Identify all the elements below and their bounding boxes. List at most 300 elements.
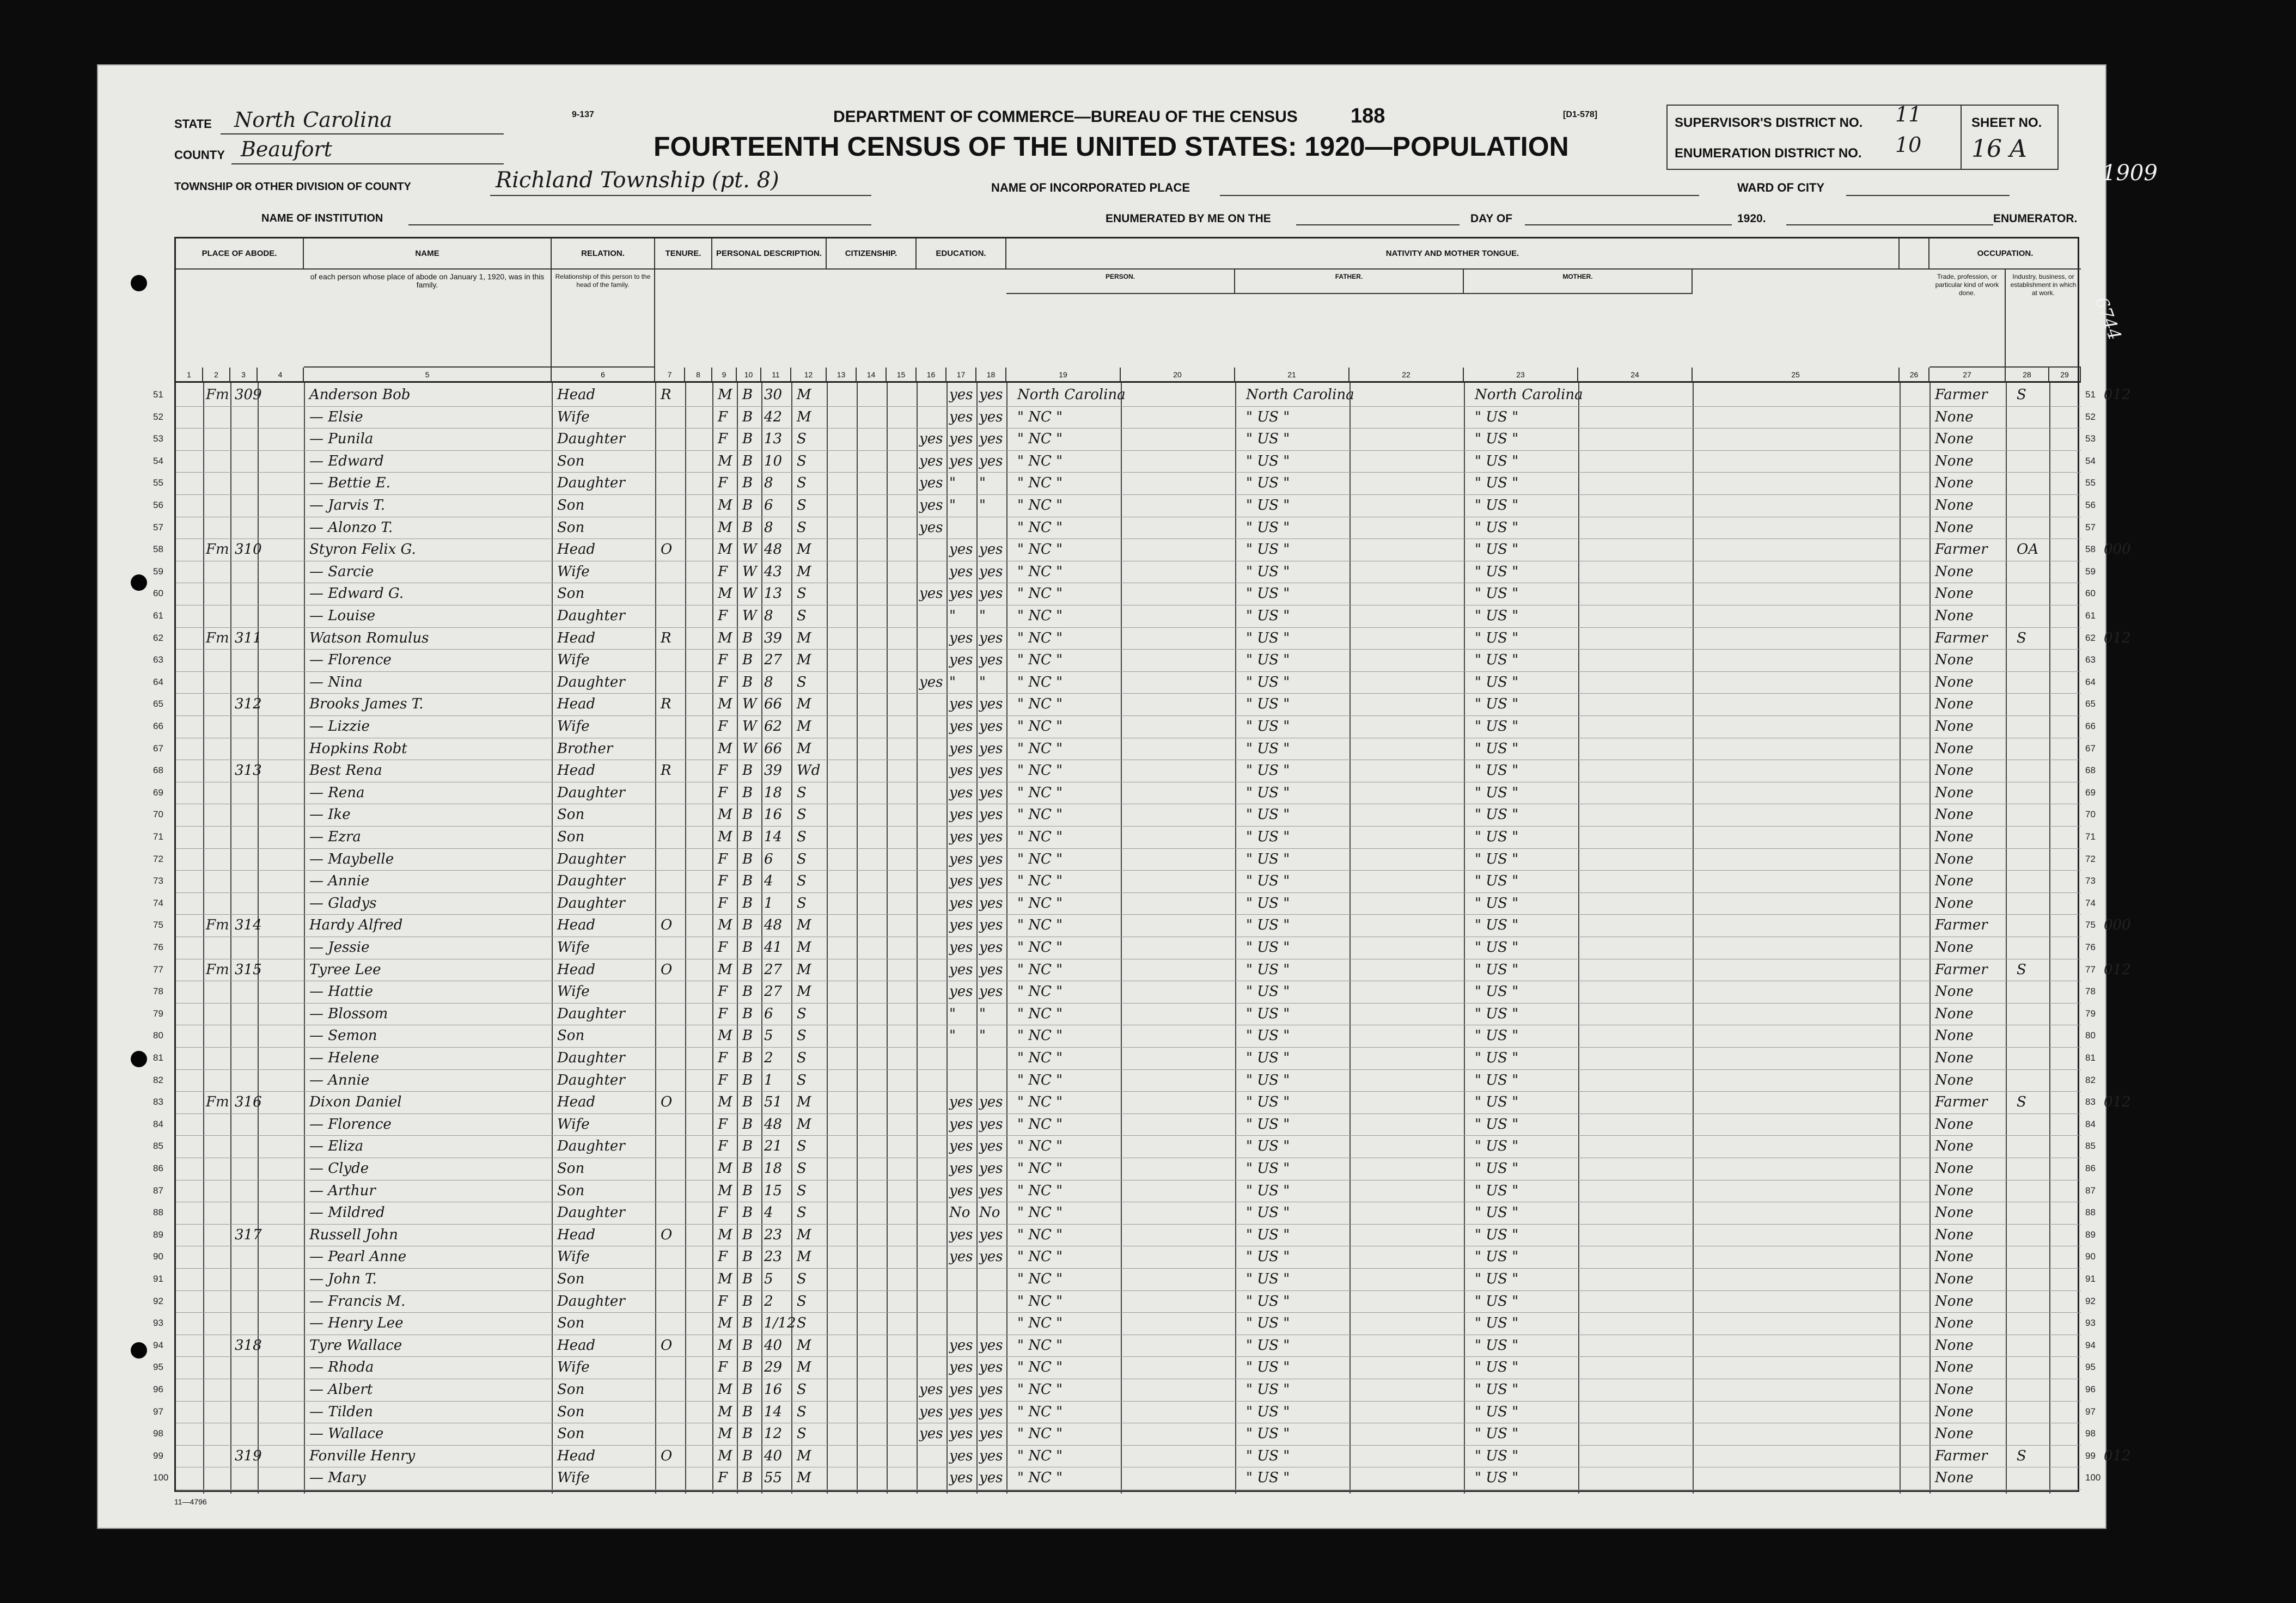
cell-name: — Elsie — [309, 408, 363, 425]
cell-fpob: " US " — [1246, 1182, 1290, 1199]
cell-read: yes — [949, 829, 973, 845]
cell-mar: S — [797, 1315, 807, 1332]
cell-own — [661, 981, 682, 1002]
farm-mark: Fm — [206, 961, 229, 978]
cell-age: 14 — [764, 1403, 783, 1420]
cell-dwelling — [235, 1158, 262, 1179]
cell-age: 27 — [764, 961, 783, 978]
cell-name: — Sarcie — [309, 563, 374, 580]
cell-dwelling: 316 — [235, 1094, 262, 1111]
cell-mar: M — [797, 718, 811, 735]
column-number: 4 — [258, 368, 304, 383]
cell-att — [919, 1312, 947, 1334]
cell-rel: Daughter — [557, 851, 625, 867]
right-margin-code: 000 — [2104, 917, 2131, 934]
cell-write: yes — [979, 806, 1003, 823]
cell-own: O — [661, 1226, 673, 1243]
cell-write: " — [979, 475, 986, 492]
cell-mpob: " US " — [1475, 1271, 1519, 1287]
cell-dwelling — [235, 517, 262, 539]
group-relation: RELATION. — [552, 238, 655, 270]
cell-occ: None — [1935, 1337, 1974, 1354]
cell-mar: S — [797, 431, 807, 448]
cell-name: — Tilden — [309, 1403, 374, 1420]
cell-dwelling — [235, 605, 262, 627]
supervisor-label: SUPERVISOR'S DISTRICT NO. — [1675, 115, 1863, 130]
cell-race: B — [742, 1425, 753, 1442]
cell-emp — [2017, 738, 2047, 760]
cell-mar: M — [797, 1447, 811, 1464]
cell-age: 39 — [764, 629, 783, 646]
cell-emp: S — [2017, 1447, 2026, 1464]
cell-mpob: " US " — [1475, 652, 1519, 669]
supervisor-value: 11 — [1895, 102, 1922, 126]
cell-mar: M — [797, 917, 811, 934]
line-number-right: 61 — [2085, 610, 2096, 621]
cell-att — [919, 539, 947, 560]
line-number: 96 — [153, 1384, 163, 1394]
line-number: 99 — [153, 1450, 163, 1461]
cell-mpob: " US " — [1475, 674, 1519, 690]
line-number-right: 89 — [2085, 1229, 2096, 1240]
line-number: 56 — [153, 500, 163, 510]
cell-own — [661, 870, 682, 892]
head-father: FATHER. — [1235, 270, 1464, 294]
column-number: 16 — [917, 368, 947, 383]
cell-age: 16 — [764, 806, 783, 823]
cell-own — [661, 561, 682, 583]
head-name: of each person whose place of abode on January 1, 1920, was in this family. — [304, 270, 552, 368]
cell-mar: M — [797, 563, 811, 580]
cell-write: yes — [979, 762, 1003, 779]
cell-occ: None — [1935, 1050, 1974, 1066]
column-number: 11 — [761, 368, 791, 383]
group-tenure: TENURE. — [655, 238, 712, 270]
line-number: 57 — [153, 522, 163, 533]
cell-att — [919, 1268, 947, 1290]
cell-race: B — [742, 452, 753, 469]
cell-rel: Brother — [557, 740, 613, 757]
cell-race: B — [742, 431, 753, 448]
farm-mark: Fm — [206, 917, 229, 934]
punch-hole — [131, 574, 147, 591]
cell-rel: Son — [557, 1403, 585, 1420]
cell-emp — [2017, 1069, 2047, 1091]
cell-fpob: " US " — [1246, 1293, 1290, 1310]
cell-mpob: " US " — [1475, 408, 1519, 425]
cell-att — [919, 848, 947, 870]
cell-att: yes — [919, 674, 943, 690]
cell-fpob: " US " — [1246, 939, 1290, 956]
cell-race: B — [742, 1249, 753, 1265]
cell-pob: " NC " — [1017, 1470, 1063, 1486]
cell-own — [661, 1158, 682, 1179]
line-number: 81 — [153, 1053, 163, 1063]
table-row — [176, 1379, 2081, 1401]
cell-mar: S — [797, 806, 807, 823]
cell-write: yes — [979, 652, 1003, 669]
cell-mar: S — [797, 452, 807, 469]
cell-rel: Head — [557, 1447, 596, 1464]
cell-emp — [2017, 406, 2047, 428]
cell-pob: " NC " — [1017, 762, 1063, 779]
cell-sex: F — [718, 873, 728, 890]
cell-write: " — [979, 608, 986, 624]
cell-age: 18 — [764, 784, 783, 801]
cell-att — [919, 1158, 947, 1179]
cell-name: — Hattie — [309, 983, 374, 1000]
cell-dwelling — [235, 1423, 262, 1445]
table-row — [176, 1025, 2081, 1047]
cell-pob: " NC " — [1017, 1160, 1063, 1177]
right-margin-code: 012 — [2104, 961, 2131, 978]
cell-read: yes — [949, 1381, 973, 1398]
cell-rel: Head — [557, 541, 596, 558]
line-number-right: 98 — [2085, 1428, 2096, 1439]
cell-name: — Florence — [309, 652, 392, 669]
cell-mpob: " US " — [1475, 1425, 1519, 1442]
cell-fpob: " US " — [1246, 1403, 1290, 1420]
county-value: Beaufort — [241, 137, 332, 161]
cell-rel: Daughter — [557, 1072, 625, 1088]
table-row — [176, 804, 2081, 826]
cell-race: B — [742, 387, 753, 403]
cell-att: yes — [919, 475, 943, 492]
cell-fpob: " US " — [1246, 917, 1290, 934]
cell-own: R — [661, 696, 671, 713]
stamp-number: 188 — [1351, 105, 1385, 127]
cell-age: 4 — [764, 873, 773, 890]
cell-race: B — [742, 475, 753, 492]
cell-att — [919, 627, 947, 649]
cell-emp — [2017, 1113, 2047, 1135]
cell-age: 48 — [764, 1116, 783, 1133]
cell-occ: None — [1935, 806, 1974, 823]
cell-mar: M — [797, 1337, 811, 1354]
cell-age: 1 — [764, 1072, 773, 1088]
line-number-right: 78 — [2085, 986, 2096, 997]
cell-rel: Daughter — [557, 784, 625, 801]
cell-sex: F — [718, 1005, 728, 1022]
cell-own — [661, 1246, 682, 1268]
group-speak-english — [1900, 238, 1929, 270]
cell-fpob: " US " — [1246, 873, 1290, 890]
cell-race: B — [742, 652, 753, 669]
cell-mpob: " US " — [1475, 1293, 1519, 1310]
cell-sex: F — [718, 1116, 728, 1133]
cell-mpob: " US " — [1475, 939, 1519, 956]
cell-read: " — [949, 674, 956, 690]
cell-fpob: " US " — [1246, 519, 1290, 536]
column-number: 8 — [685, 368, 712, 383]
line-number-right: 80 — [2085, 1030, 2096, 1041]
cell-write: yes — [979, 1226, 1003, 1243]
cell-dwelling: 311 — [235, 629, 262, 646]
cell-sex: M — [718, 541, 732, 558]
group-abode: PLACE OF ABODE. — [176, 238, 304, 270]
cell-rel: Wife — [557, 652, 590, 669]
cell-own — [661, 517, 682, 539]
table-row — [176, 826, 2081, 848]
line-number-right: 74 — [2085, 897, 2096, 908]
cell-own — [661, 494, 682, 516]
cell-emp — [2017, 870, 2047, 892]
cell-race: W — [742, 696, 757, 713]
cell-read: yes — [949, 1226, 973, 1243]
cell-mpob: " US " — [1475, 917, 1519, 934]
cell-rel: Head — [557, 1226, 596, 1243]
cell-pob: " NC " — [1017, 1381, 1063, 1398]
cell-age: 21 — [764, 1138, 783, 1155]
cell-age: 8 — [764, 608, 773, 624]
line-number-right: 65 — [2085, 699, 2096, 709]
table-row — [176, 848, 2081, 871]
cell-age: 51 — [764, 1094, 783, 1111]
cell-pob: " NC " — [1017, 1249, 1063, 1265]
cell-pob: " NC " — [1017, 1315, 1063, 1332]
cell-pob: " NC " — [1017, 1359, 1063, 1376]
cell-dwelling — [235, 649, 262, 671]
cell-own — [661, 804, 682, 825]
row-divider — [176, 1489, 2081, 1490]
cell-fpob: " US " — [1246, 718, 1290, 735]
cell-att — [919, 1135, 947, 1157]
cell-write: yes — [979, 387, 1003, 403]
cell-dwelling — [235, 1113, 262, 1135]
cell-name: Dixon Daniel — [309, 1094, 402, 1111]
cell-occ: None — [1935, 1293, 1974, 1310]
cell-race: W — [742, 585, 757, 602]
farm-mark: Fm — [206, 541, 229, 558]
cell-name: — Arthur — [309, 1182, 376, 1199]
cell-mar: S — [797, 1204, 807, 1221]
cell-age: 4 — [764, 1204, 773, 1221]
cell-mar: S — [797, 851, 807, 867]
line-number: 77 — [153, 964, 163, 975]
line-number: 60 — [153, 588, 163, 599]
line-number: 74 — [153, 897, 163, 908]
cell-occ: None — [1935, 1226, 1974, 1243]
line-number: 79 — [153, 1008, 163, 1019]
cell-fpob: " US " — [1246, 1005, 1290, 1022]
table-row — [176, 384, 2081, 406]
table-row — [176, 1069, 2081, 1092]
table-row — [176, 760, 2081, 782]
cell-race: B — [742, 1470, 753, 1486]
cell-read: No — [949, 1204, 970, 1221]
cell-read: yes — [949, 917, 973, 934]
cell-sex: F — [718, 1249, 728, 1265]
cell-age: 48 — [764, 917, 783, 934]
ward-label: WARD OF CITY — [1737, 181, 1825, 194]
cell-race: B — [742, 519, 753, 536]
cell-dwelling — [235, 1467, 262, 1489]
cell-age: 14 — [764, 829, 783, 845]
table-row — [176, 1158, 2081, 1180]
cell-rel: Daughter — [557, 895, 625, 911]
cell-sex: F — [718, 718, 728, 735]
cell-read: yes — [949, 629, 973, 646]
cell-fpob: North Carolina — [1246, 387, 1354, 403]
year-label: 1920. — [1737, 212, 1766, 225]
cell-pob: " NC " — [1017, 784, 1063, 801]
cell-att: yes — [919, 431, 943, 448]
cell-name: — Annie — [309, 1072, 370, 1088]
cell-sex: M — [718, 629, 732, 646]
cell-race: B — [742, 1094, 753, 1111]
cell-age: 8 — [764, 674, 773, 690]
cell-mar: S — [797, 497, 807, 513]
cell-own: O — [661, 1094, 673, 1111]
cell-age: 29 — [764, 1359, 783, 1376]
cell-emp — [2017, 804, 2047, 825]
cell-emp — [2017, 1356, 2047, 1378]
table-row — [176, 1268, 2081, 1290]
line-number: 61 — [153, 610, 163, 621]
cell-race: B — [742, 1293, 753, 1310]
cell-own — [661, 1379, 682, 1400]
cell-mar: M — [797, 387, 811, 403]
cell-age: 27 — [764, 983, 783, 1000]
cell-sex: M — [718, 519, 732, 536]
corner-note: 1909 — [2102, 161, 2158, 186]
cell-rel: Son — [557, 452, 585, 469]
cell-rel: Wife — [557, 1116, 590, 1133]
cell-read — [949, 517, 976, 539]
cell-write: yes — [979, 696, 1003, 713]
cell-emp — [2017, 1379, 2047, 1400]
cell-read: yes — [949, 718, 973, 735]
cell-mpob: " US " — [1475, 1403, 1519, 1420]
cell-own — [661, 1290, 682, 1312]
cell-emp — [2017, 848, 2047, 870]
form-code: [D1-578] — [1563, 110, 1598, 119]
cell-age: 6 — [764, 497, 773, 513]
cell-sex: F — [718, 1138, 728, 1155]
cell-att — [919, 693, 947, 715]
cell-own: O — [661, 1337, 673, 1354]
cell-att — [919, 914, 947, 936]
cell-occ: None — [1935, 608, 1974, 624]
cell-att — [919, 1091, 947, 1113]
cell-race: B — [742, 851, 753, 867]
cell-race: B — [742, 1027, 753, 1044]
line-number: 53 — [153, 433, 163, 444]
cell-name: — Blossom — [309, 1005, 388, 1022]
line-number-right: 67 — [2085, 743, 2096, 754]
cell-mar: S — [797, 1381, 807, 1398]
table-row — [176, 870, 2081, 892]
cell-att — [919, 959, 947, 981]
cell-race: B — [742, 1138, 753, 1155]
line-number: 54 — [153, 455, 163, 466]
census-sheet — [97, 64, 2158, 1529]
cell-name: — Rena — [309, 784, 365, 801]
cell-emp — [2017, 782, 2047, 804]
cell-pob: " NC " — [1017, 939, 1063, 956]
cell-pob: " NC " — [1017, 1072, 1063, 1088]
cell-pob: " NC " — [1017, 1425, 1063, 1442]
cell-mpob: " US " — [1475, 1337, 1519, 1354]
cell-own — [661, 1202, 682, 1223]
cell-race: B — [742, 674, 753, 690]
cell-mar: M — [797, 408, 811, 425]
form-number: 9-137 — [572, 110, 594, 119]
cell-emp — [2017, 1290, 2047, 1312]
column-number: 19 — [1006, 368, 1121, 383]
cell-pob: " NC " — [1017, 519, 1063, 536]
line-number-right: 77 — [2085, 964, 2096, 975]
line-number-right: 56 — [2085, 500, 2096, 510]
cell-age: 41 — [764, 939, 783, 956]
cell-own: O — [661, 541, 673, 558]
cell-att — [919, 760, 947, 781]
cell-age: 62 — [764, 718, 783, 735]
cell-pob: " NC " — [1017, 1182, 1063, 1199]
line-number-right: 75 — [2085, 920, 2096, 931]
cell-mar: M — [797, 961, 811, 978]
cell-att — [919, 826, 947, 848]
line-number-right: 93 — [2085, 1318, 2096, 1329]
cell-name: — Ezra — [309, 829, 361, 845]
cell-read: yes — [949, 1160, 973, 1177]
table-row — [176, 1047, 2081, 1069]
cell-emp — [2017, 1224, 2047, 1246]
cell-dwelling — [235, 1180, 262, 1202]
cell-write: " — [979, 1005, 986, 1022]
cell-occ: None — [1935, 1072, 1974, 1088]
incorporated-label: NAME OF INCORPORATED PLACE — [991, 181, 1190, 194]
cell-emp — [2017, 1047, 2047, 1069]
cell-sex: M — [718, 696, 732, 713]
cell-fpob: " US " — [1246, 762, 1290, 779]
cell-dwelling — [235, 782, 262, 804]
cell-fpob: " US " — [1246, 1359, 1290, 1376]
line-number-right: 91 — [2085, 1274, 2096, 1284]
cell-read: " — [949, 608, 956, 624]
cell-emp — [2017, 937, 2047, 958]
cell-sex: F — [718, 895, 728, 911]
cell-read: yes — [949, 1116, 973, 1133]
cell-read: yes — [949, 1359, 973, 1376]
line-number: 63 — [153, 654, 163, 665]
cell-sex: M — [718, 961, 732, 978]
cell-name: — Henry Lee — [309, 1315, 404, 1332]
cell-write — [979, 1290, 1006, 1312]
line-number: 58 — [153, 544, 163, 555]
cell-own — [661, 937, 682, 958]
cell-write: yes — [979, 829, 1003, 845]
cell-mar: M — [797, 1116, 811, 1133]
cell-emp — [2017, 517, 2047, 539]
cell-age: 8 — [764, 475, 773, 492]
line-number: 85 — [153, 1141, 163, 1152]
cell-name: — Ike — [309, 806, 351, 823]
cell-read: yes — [949, 939, 973, 956]
cell-mpob: " US " — [1475, 541, 1519, 558]
cell-pob: " NC " — [1017, 895, 1063, 911]
table-row — [176, 671, 2081, 694]
cell-read: yes — [949, 762, 973, 779]
cell-mpob: " US " — [1475, 1204, 1519, 1221]
cell-sex: M — [718, 1226, 732, 1243]
cell-write: yes — [979, 1359, 1003, 1376]
cell-sex: M — [718, 806, 732, 823]
township-label: TOWNSHIP OR OTHER DIVISION OF COUNTY — [174, 181, 411, 193]
line-number-right: 94 — [2085, 1339, 2096, 1350]
cell-mpob: " US " — [1475, 1470, 1519, 1486]
cell-race: B — [742, 629, 753, 646]
